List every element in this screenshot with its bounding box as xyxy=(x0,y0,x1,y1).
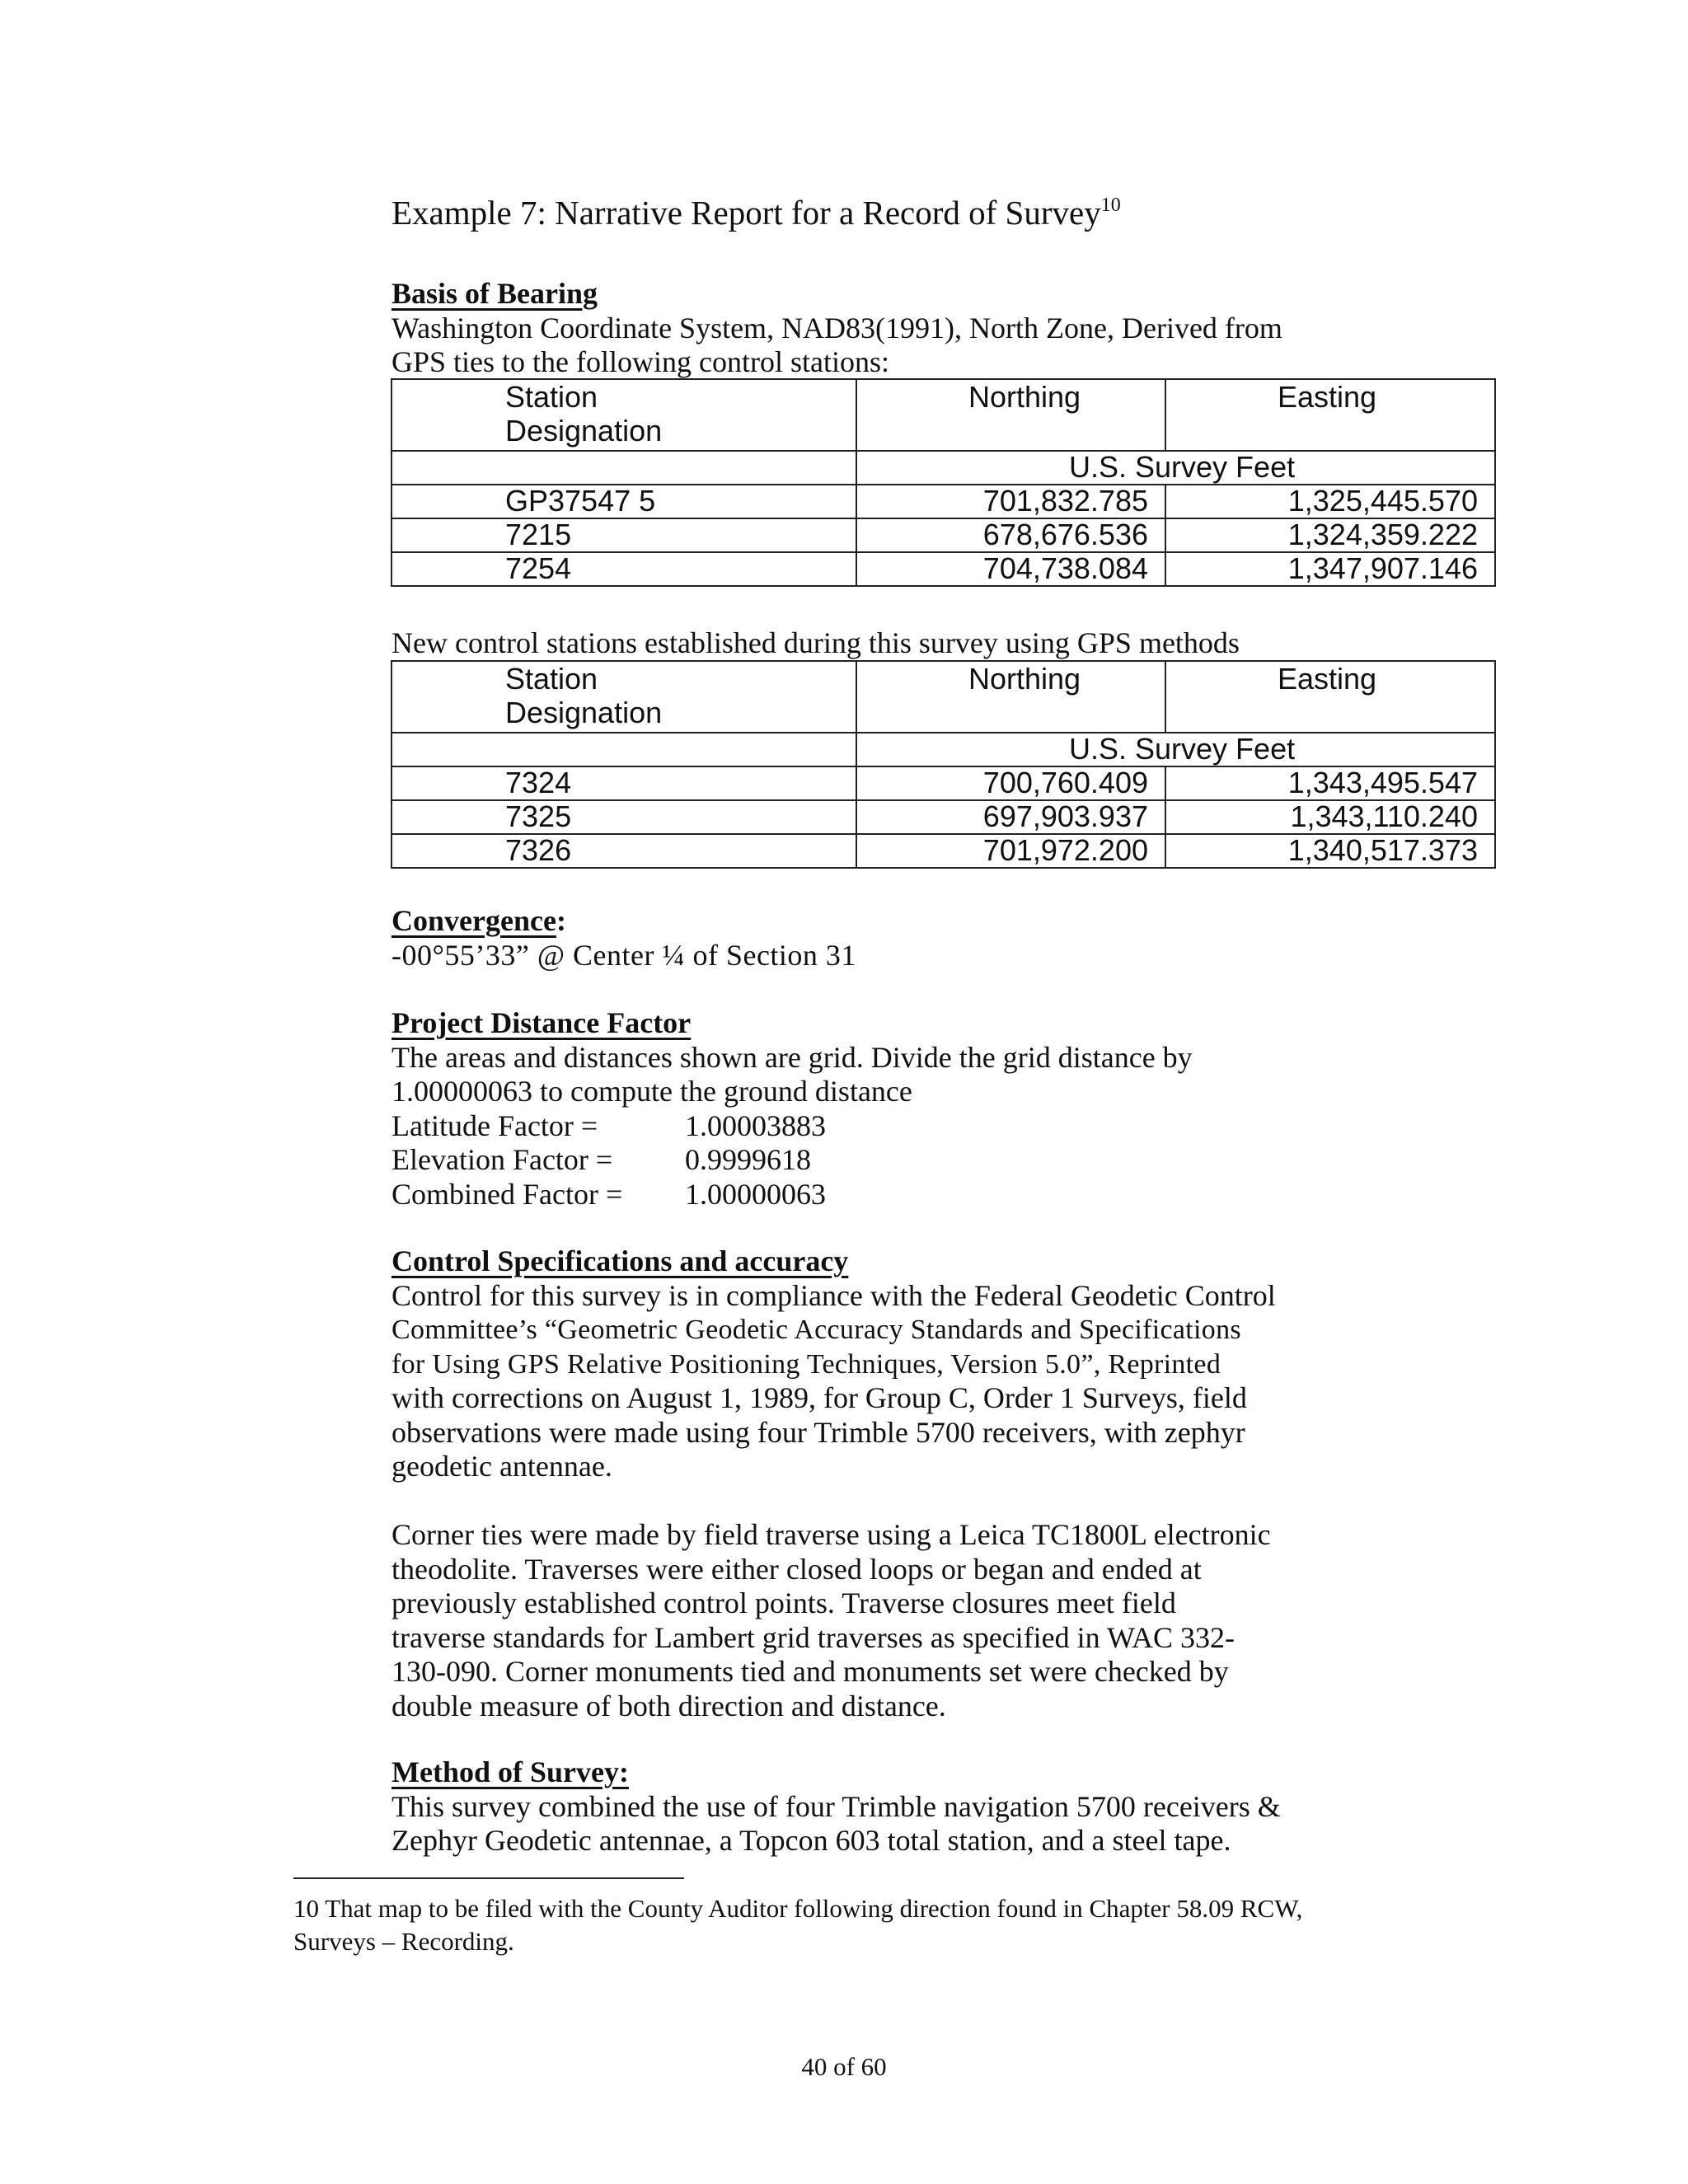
easting-header: Easting xyxy=(1165,379,1495,451)
page-title xyxy=(392,191,1121,234)
distance-factor-heading: Project Distance Factor xyxy=(392,1006,692,1039)
footnote-line: 10 That map to be filed with the County Auditor following direction found in Chapter 58.09 RCW, xyxy=(293,1894,1303,1923)
station-cell: GP37547 5 xyxy=(392,485,856,518)
station-header: Station Designation xyxy=(392,379,856,451)
latitude-factor: Latitude Factor = 1.00003883 xyxy=(392,1108,826,1142)
paragraph-line: double measure of both direction and distance. xyxy=(392,1689,946,1722)
distance-factor-line: The areas and distances shown are grid. Divide the grid distance by xyxy=(392,1040,1193,1074)
easting-cell: 1,324,359.222 xyxy=(1165,518,1495,552)
control-stations-table xyxy=(391,378,1496,587)
table-row xyxy=(392,518,1495,552)
paragraph-line: traverse standards for Lambert grid traverses as specified in WAC 332- xyxy=(392,1620,1235,1654)
northing-cell: 701,972.200 xyxy=(856,834,1165,868)
paragraph-line: with corrections on August 1, 1989, for Group C, Order 1 Surveys, field xyxy=(392,1381,1247,1414)
easting-cell: 1,343,495.547 xyxy=(1165,766,1495,800)
elevation-factor: Elevation Factor = 0.9999618 xyxy=(392,1143,811,1176)
convergence-section: Convergence: -00°55’33” @ Center ¼ of Section 31 xyxy=(392,904,856,972)
footnote-line: Surveys – Recording. xyxy=(293,1927,514,1956)
northing-cell: 701,832.785 xyxy=(856,485,1165,518)
easting-cell: 1,325,445.570 xyxy=(1165,485,1495,518)
station-cell: 7324 xyxy=(392,766,856,800)
northing-header: Northing xyxy=(856,661,1165,733)
northing-cell: 697,903.937 xyxy=(856,800,1165,834)
station-cell: 7325 xyxy=(392,800,856,834)
northing-header: Northing xyxy=(856,379,1165,451)
table-row xyxy=(392,766,1495,800)
easting-header: Easting xyxy=(1165,661,1495,733)
northing-cell: 678,676.536 xyxy=(856,518,1165,552)
combined-factor: Combined Factor = 1.00000063 xyxy=(392,1177,826,1211)
convergence-heading: Convergence xyxy=(392,904,556,937)
new-control-stations-table xyxy=(391,660,1496,869)
distance-factor-line: 1.00000063 to compute the ground distance xyxy=(392,1075,912,1108)
basis-heading: Basis of Bearing xyxy=(392,277,598,310)
paragraph-line: observations were made using four Trimble 5700 receivers, with zephyr xyxy=(392,1415,1245,1449)
method-line: This survey combined the use of four Trimble navigation 5700 receivers & xyxy=(392,1789,1281,1823)
paragraph-line: Corner ties were made by field traverse using a Leica TC1800L electronic xyxy=(392,1518,1271,1551)
paragraph-line: for Using GPS Relative Positioning Techniques, Version 5.0”, Reprinted xyxy=(392,1348,1221,1380)
table-row xyxy=(392,552,1495,586)
units-row xyxy=(392,733,1495,766)
corner-ties-paragraph xyxy=(392,1518,1271,1723)
footnote-reference: 10 xyxy=(1100,194,1121,216)
paragraph-line: previously established control points. Traverse closures meet field xyxy=(392,1586,1176,1619)
paragraph-line: Committee’s “Geometric Geodetic Accuracy Standards and Specifications xyxy=(392,1315,1241,1345)
control-specs-heading: Control Specifications and accuracy xyxy=(392,1244,849,1277)
method-heading: Method of Survey: xyxy=(392,1755,629,1788)
table-header-row xyxy=(392,661,1495,733)
convergence-value: -00°55’33” @ Center ¼ of Section 31 xyxy=(392,938,856,972)
station-cell: 7254 xyxy=(392,552,856,586)
method-section xyxy=(392,1755,1281,1858)
northing-cell: 704,738.084 xyxy=(856,552,1165,586)
control-specs-section xyxy=(392,1244,1276,1484)
new-stations-intro: New control stations established during this survey using GPS methods xyxy=(392,626,1240,659)
method-line: Zephyr Geodetic antennae, a Topcon 603 total station, and a steel tape. xyxy=(392,1824,1231,1857)
basis-line: GPS ties to the following control stations: xyxy=(392,345,889,378)
paragraph-line: geodetic antennae. xyxy=(392,1450,612,1483)
table-row xyxy=(392,800,1495,834)
paragraph-line: theodolite. Traverses were either closed loops or began and ended at xyxy=(392,1552,1202,1586)
station-cell: 7215 xyxy=(392,518,856,552)
paragraph-line: 130-090. Corner monuments tied and monuments set were checked by xyxy=(392,1655,1229,1688)
table-row xyxy=(392,485,1495,518)
footnote-separator xyxy=(293,1877,684,1879)
station-cell: 7326 xyxy=(392,834,856,868)
footnote xyxy=(293,1892,1398,1958)
easting-cell: 1,343,110.240 xyxy=(1165,800,1495,834)
table-header-row xyxy=(392,379,1495,451)
units-cell: U.S. Survey Feet xyxy=(856,451,1495,485)
northing-cell: 700,760.409 xyxy=(856,766,1165,800)
basis-of-bearing-section xyxy=(392,277,1282,380)
table-row xyxy=(392,834,1495,868)
easting-cell: 1,340,517.373 xyxy=(1165,834,1495,868)
units-cell: U.S. Survey Feet xyxy=(856,733,1495,766)
title-text: Example 7: Narrative Report for a Record of Survey xyxy=(392,194,1101,232)
station-header: Station Designation xyxy=(392,661,856,733)
page-number: 40 of 60 xyxy=(801,2052,887,2081)
basis-line: Washington Coordinate System, NAD83(1991), North Zone, Derived from xyxy=(392,311,1282,344)
distance-factor-section xyxy=(392,1006,1193,1212)
paragraph-line: Control for this survey is in compliance with the Federal Geodetic Control xyxy=(392,1278,1276,1312)
units-row xyxy=(392,451,1495,485)
easting-cell: 1,347,907.146 xyxy=(1165,552,1495,586)
